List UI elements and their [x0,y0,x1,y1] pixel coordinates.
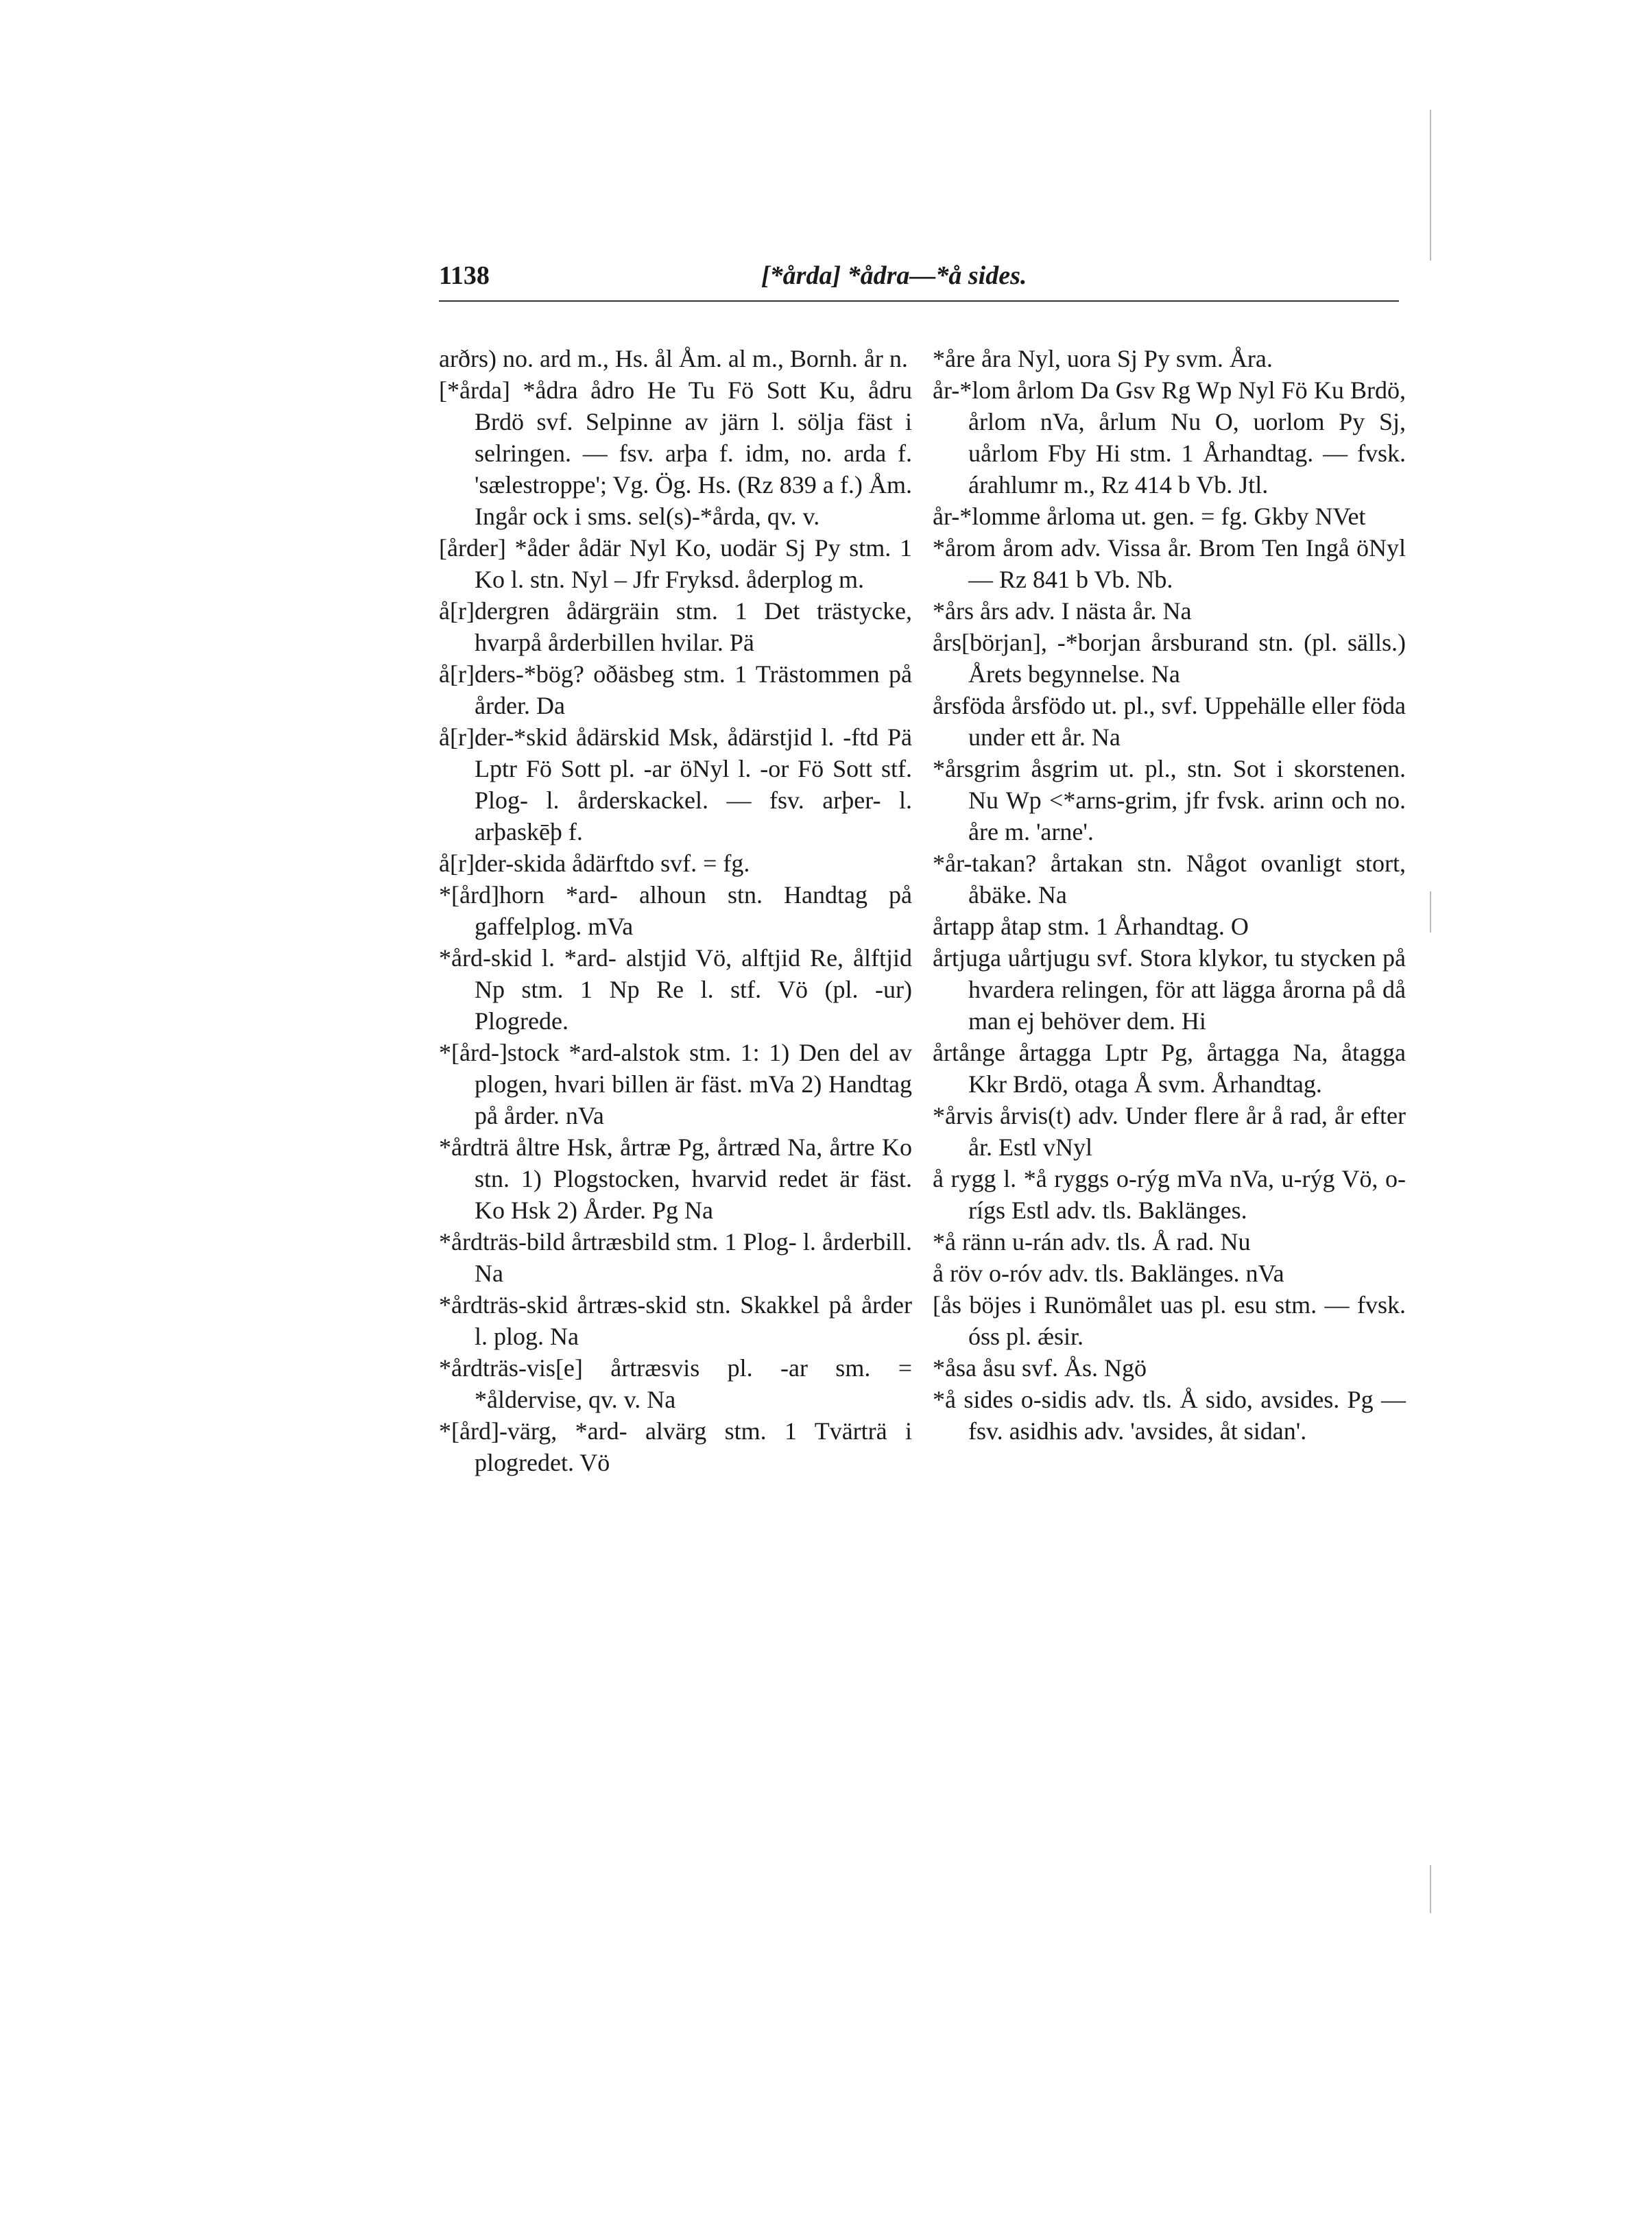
dictionary-entry: årtånge årtagga Lptr Pg, årtagga Na, åtagga Kkr Brdö, otaga Å svm. Århandtag. [933,1039,1406,1098]
dictionary-entry: [ås böjes i Runömålet uas pl. esu stm. — fvsk. óss pl. ǽsir. [933,1291,1406,1350]
dictionary-entry: år-*lom årlom Da Gsv Rg Wp Nyl Fö Ku Brdö, årlom nVa, årlum Nu O, uorlom Py Sj, uårlom Fby Hi stm. 1 Århandtag. — fvsk. árahlumr m., Rz 414 b Vb. Jtl. [933,376,1406,498]
dictionary-entry: *årvis årvis(t) adv. Under flere år å rad, år efter år. Estl vNyl [933,1102,1406,1161]
scan-edge-mark [1430,110,1431,261]
dictionary-entry: års[början], -*borjan årsburand stn. (pl. sälls.) Årets begynnelse. Na [933,629,1406,688]
dictionary-entry: arðrs) no. ard m., Hs. ål Åm. al m., Bornh. år n. [439,345,908,372]
page-header [439,261,1399,302]
dictionary-entry: *årom årom adv. Vissa år. Brom Ten Ingå öNyl — Rz 841 b Vb. Nb. [933,534,1406,593]
dictionary-entry: *[ård]horn *ard- alhoun stn. Handtag på gaffelplog. mVa [439,881,912,940]
dictionary-entry: *årdträs-vis[e] årtræsvis pl. -ar sm. = *åldervise, qv. v. Na [439,1354,912,1413]
running-head: [*årda] *ådra—*å sides. [761,261,1027,290]
dictionary-entry: å[r]dergren ådärgräin stm. 1 Det trästycke, hvarpå årderbillen hvilar. Pä [439,597,912,656]
scan-edge-mark [1430,1865,1431,1913]
dictionary-entry: å[r]ders-*bög? oðäsbeg stm. 1 Trästommen på årder. Da [439,660,912,719]
scan-edge-mark [1430,891,1431,933]
dictionary-entry: *å ränn u-rán adv. tls. Å rad. Nu [933,1228,1251,1255]
dictionary-entry: [årder] *åder ådär Nyl Ko, uodär Sj Py stm. 1 Ko l. stn. Nyl – Jfr Fryksd. åderplog m. [439,534,912,593]
dictionary-entry: å rygg l. *å ryggs o-rýg mVa nVa, u-rýg Vö, o-rígs Estl adv. tls. Baklänges. [933,1165,1406,1224]
dictionary-entry: år-*lomme årloma ut. gen. = fg. Gkby NVet [933,503,1366,530]
dictionary-entry: å[r]der-skida ådärftdo svf. = fg. [439,850,750,877]
dictionary-entry: *årdträs-bild årtræsbild stm. 1 Plog- l. årderbill. Na [439,1228,912,1287]
page-number: 1138 [439,261,490,290]
dictionary-entry: å röv o-róv adv. tls. Baklänges. nVa [933,1260,1284,1287]
dictionary-entry: *åsa åsu svf. Ås. Ngö [933,1354,1147,1382]
dictionary-entry: årsföda årsfödo ut. pl., svf. Uppehälle eller föda under ett år. Na [933,692,1406,751]
left-column [439,343,912,1478]
right-column [933,343,1406,1447]
dictionary-entry: årtjuga uårtjugu svf. Stora klykor, tu stycken på hvardera relingen, för att lägga årorna på då man ej behöver dem. Hi [933,944,1406,1035]
dictionary-entry: *årsgrim åsgrim ut. pl., stn. Sot i skorstenen. Nu Wp <*arns-grim, jfr fvsk. arinn och no. åre m. 'arne'. [933,755,1406,845]
dictionary-entry: [*årda] *ådra ådro He Tu Fö Sott Ku, ådru Brdö svf. Selpinne av järn l. sölja fäst i selringen. — fsv. arþa f. idm, no. arda f. 'sælestroppe'; Vg. Ög. Hs. (Rz 839 a f.) Åm. Ingår ock i sms. sel(s)-*årda, qv. v. [439,376,912,530]
dictionary-entry: *år-takan? årtakan stn. Något ovanligt stort, åbäke. Na [933,850,1406,909]
dictionary-entry: å[r]der-*skid ådärskid Msk, ådärstjid l. -ftd Pä Lptr Fö Sott pl. -ar öNyl l. -or Fö Sott stf. Plog- l. årderskackel. — fsv. arþer- l. arþaskēþ f. [439,723,912,845]
dictionary-entry: *å sides o-sidis adv. tls. Å sido, avsides. Pg — fsv. asidhis adv. 'avsides, åt sidan'. [933,1386,1406,1445]
dictionary-entry: *ård-skid l. *ard- alstjid Vö, alftjid Re, ålftjid Np stm. 1 Np Re l. stf. Vö (pl. -ur) Plogrede. [439,944,912,1035]
dictionary-entry: *årdträs-skid årtræs-skid stn. Skakkel på årder l. plog. Na [439,1291,912,1350]
dictionary-entry: *årdträ åltre Hsk, årtræ Pg, årtræd Na, årtre Ko stn. 1) Plogstocken, hvarvid redet är fäst. Ko Hsk 2) Årder. Pg Na [439,1133,912,1224]
dictionary-entry: *[ård]-värg, *ard- alvärg stm. 1 Tvärträ i plogredet. Vö [439,1417,912,1476]
dictionary-entry: *åre åra Nyl, uora Sj Py svm. Åra. [933,345,1273,372]
dictionary-entry: *års års adv. I nästa år. Na [933,597,1192,625]
dictionary-entry: *[ård-]stock *ard-alstok stm. 1: 1) Den del av plogen, hvari billen är fäst. mVa 2) Handtag på årder. nVa [439,1039,912,1129]
header-rule [439,300,1399,302]
dictionary-entry: årtapp åtap stm. 1 Århandtag. O [933,913,1249,940]
